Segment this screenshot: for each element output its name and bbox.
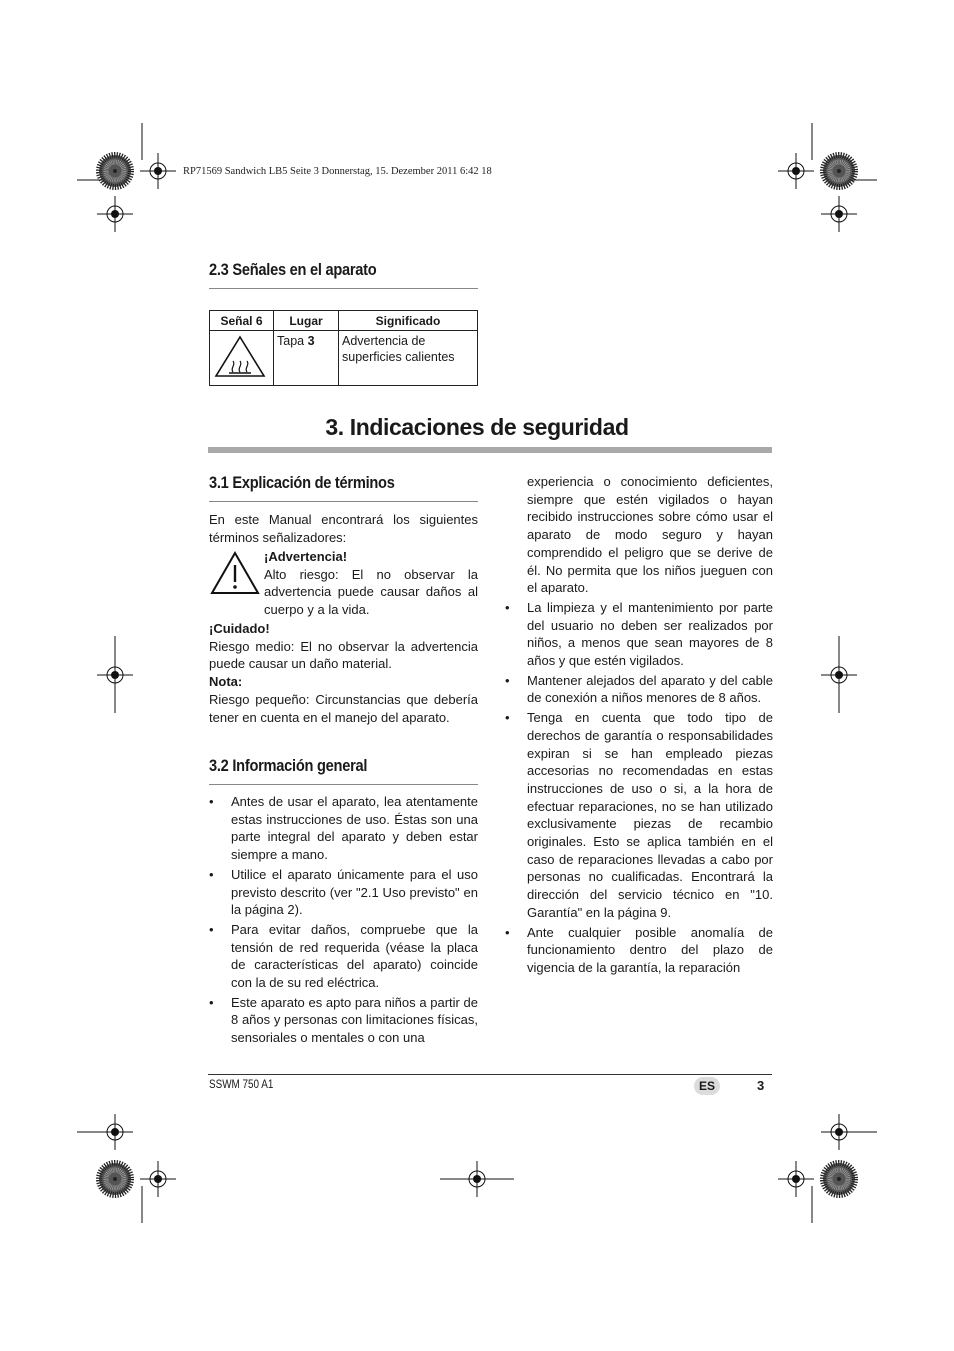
warning-triangle-icon — [210, 550, 260, 596]
list-item: • Para evitar daños, compruebe que la tensión de red requerida (véase la placa de características del aparato) coincide con la de su red eléctrica. — [209, 921, 478, 992]
warning-text: Alto riesgo: El no observar la advertencia puede causar daños al cuerpo y a la vida. — [264, 566, 478, 618]
divider — [209, 288, 478, 289]
language-badge: ES — [694, 1077, 720, 1095]
section-3-2-heading: 3.2 Información general — [209, 756, 368, 775]
hot-surface-icon — [214, 334, 266, 378]
note-text: Riesgo pequeño: Circunstancias que debería tener en cuenta en el manejo del aparato. — [209, 691, 478, 725]
list-item: • Antes de usar el aparato, lea atentamente estas instrucciones de uso. Éstas son una parte integral del aparato y deben estar siempre a mano. — [209, 793, 478, 864]
cell-significado: Advertencia de superficies calientes — [339, 331, 478, 386]
signals-table — [209, 310, 478, 386]
cell-icon — [210, 331, 274, 386]
intro-paragraph: En este Manual encontrará los siguientes términos señalizadores: — [209, 512, 478, 545]
col-header-senal: Señal 6 — [210, 311, 274, 331]
list-item: • Mantener alejados del aparato y del cable de conexión a niños menores de 8 años. — [505, 672, 773, 707]
warning-block — [264, 548, 478, 619]
list-item: • Utilice el aparato únicamente para el uso previsto descrito (ver "2.1 Uso previsto" en la página 2). — [209, 866, 478, 919]
list-item: • Este aparato es apto para niños a partir de 8 años y personas con limitaciones físicas, sensoriales o mentales o con una — [209, 994, 478, 1047]
table-header-row — [210, 311, 478, 331]
cell-lugar: Tapa 3 — [274, 331, 339, 386]
footer-rule — [208, 1074, 772, 1075]
col-header-significado: Significado — [339, 311, 478, 331]
list-item: • Tenga en cuenta que todo tipo de derechos de garantía o responsabilidades expiran si se han empleado piezas accesorias no recomendadas en estas instrucciones de uso o si, a la hora de efectuar reparaciones, no se han utilizado exclusivamente piezas de recambio originales. Esto se aplica también en el caso de reparaciones llevadas a cabo por personas no cualificadas. Encontrará la dirección del servicio técnico en "10. Garantía" en la página 9. — [505, 709, 773, 921]
note-label: Nota: — [209, 674, 243, 690]
table-row — [210, 331, 478, 386]
col-header-lugar: Lugar — [274, 311, 339, 331]
warning-label: ¡Advertencia! — [264, 549, 348, 564]
right-column — [505, 473, 773, 977]
title-bar — [208, 447, 772, 453]
caution-text: Riesgo medio: El no observar la advertencia puede causar un daño material. — [209, 638, 478, 672]
footer-model: SSWM 750 A1 — [209, 1079, 274, 1091]
list-item: • La limpieza y el mantenimiento por parte del usuario no deben ser realizados por niños, a menos que sean mayores de 8 años y que estén vigilados. — [505, 599, 773, 670]
section-2-3-heading: 2.3 Señales en el aparato — [209, 260, 377, 279]
chapter-title: 3. Indicaciones de seguridad — [325, 414, 629, 440]
bullet-list-left — [209, 793, 478, 1047]
page-number: 3 — [757, 1078, 765, 1093]
section-3-1-heading: 3.1 Explicación de términos — [209, 473, 395, 492]
caution-label: ¡Cuidado! — [209, 621, 270, 636]
divider — [209, 501, 478, 502]
print-slug: RP71569 Sandwich LB5 Seite 3 Donnerstag, 15. Dezember 2011 6:42 18 — [183, 166, 492, 177]
list-item: • Ante cualquier posible anomalía de funcionamiento dentro del plazo de vigencia de la garantía, la reparación — [505, 924, 773, 977]
caution-block — [209, 620, 478, 726]
continuation-paragraph: experiencia o conocimiento deficientes, siempre que estén vigilados o hayan recibido instrucciones sobre cómo usar el aparato de modo seguro y hayan comprendido el peligro que se derive de él. No permita que los niños jueguen con el aparato. — [527, 474, 773, 596]
divider — [209, 784, 478, 785]
